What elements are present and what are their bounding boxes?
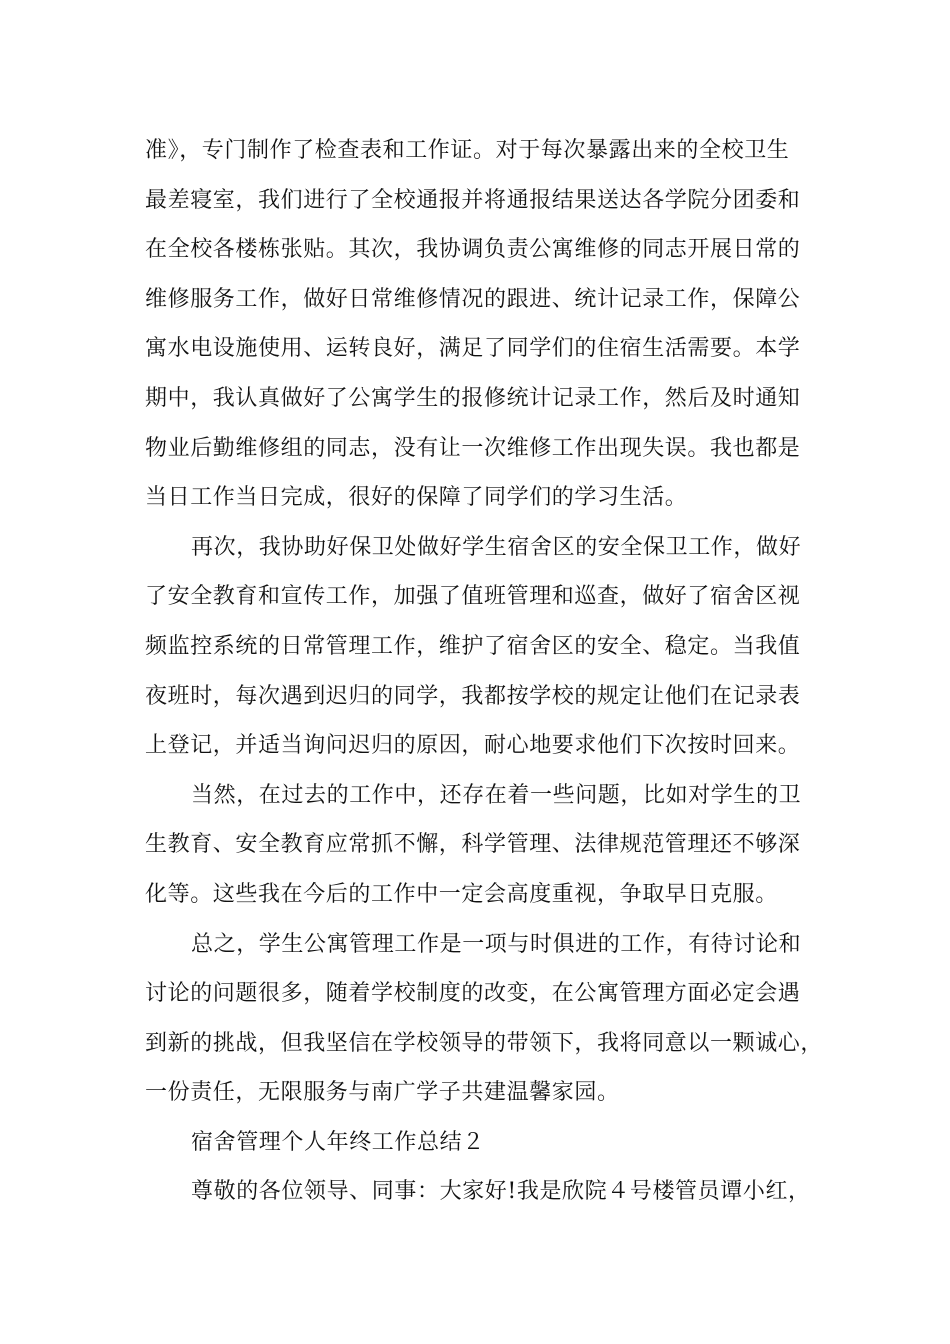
text-line: 了安全教育和宣传工作，加强了值班管理和巡查，做好了宿舍区视 (145, 584, 801, 610)
text-line: 夜班时，每次遇到迟归的同学，我都按学校的规定让他们在记录表 (145, 683, 801, 709)
text-line: 寓水电设施使用、运转良好，满足了同学们的住宿生活需要。本学 (145, 336, 801, 362)
text-line: 在全校各楼栋张贴。其次，我协调负责公寓维修的同志开展日常的 (145, 237, 801, 263)
paragraph-start-line: 总之，学生公寓管理工作是一项与时俱进的工作，有待讨论和 (191, 931, 802, 957)
paragraph-start-line: 当然，在过去的工作中，还存在着一些问题，比如对学生的卫 (191, 782, 802, 808)
text-line: 维修服务工作，做好日常维修情况的跟进、统计记录工作，保障公 (145, 286, 801, 312)
text-line: 上登记，并适当询问迟归的原因，耐心地要求他们下次按时回来。 (145, 733, 801, 759)
text-line: 生教育、安全教育应常抓不懈，科学管理、法律规范管理还不够深 (145, 832, 801, 858)
section-heading: 宿舍管理个人年终工作总结２ (191, 1129, 485, 1155)
text-line: 频监控系统的日常管理工作，维护了宿舍区的安全、稳定。当我值 (145, 633, 801, 659)
text-line: 讨论的问题很多，随着学校制度的改变，在公寓管理方面必定会遇 (145, 981, 801, 1007)
document-body (145, 126, 824, 1217)
text-line: 当日工作当日完成，很好的保障了同学们的学习生活。 (145, 485, 688, 511)
text-line: 准》，专门制作了检查表和工作证。对于每次暴露出来的全校卫生 (145, 138, 790, 163)
text-line: 化等。这些我在今后的工作中一定会高度重视，争取早日克服。 (145, 881, 778, 907)
text-line: 物业后勤维修组的同志，没有让一次维修工作出现失误。我也都是 (145, 435, 801, 461)
paragraph-start-line: 尊敬的各位领导、同事：大家好!我是欣院４号楼管员谭小红， (191, 1179, 811, 1205)
paragraph-start-line: 再次，我协助好保卫处做好学生宿舍区的安全保卫工作，做好 (191, 534, 802, 560)
text-line: 一份责任，无限服务与南广学子共建温馨家园。 (145, 1080, 620, 1106)
text-line: 期中，我认真做好了公寓学生的报修统计记录工作，然后及时通知 (145, 385, 801, 411)
text-line: 到新的挑战，但我坚信在学校领导的带领下，我将同意以一颗诚心， (145, 1030, 824, 1056)
text-line: 最差寝室，我们进行了全校通报并将通报结果送达各学院分团委和 (145, 187, 801, 213)
